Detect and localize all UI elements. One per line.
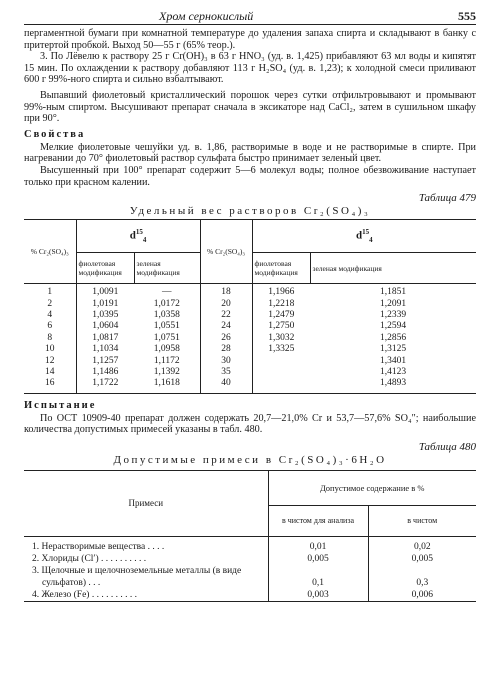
cell-pure-analysis: 0,005 [268, 553, 368, 565]
table-row [24, 536, 476, 553]
cell-pure-analysis: 0,01 [268, 536, 368, 553]
table-480-caption: Таблица 480 [418, 440, 476, 453]
col-header-pure-analysis: в чистом для анализа [268, 505, 368, 536]
testing-paragraph: По ОСТ 10909-40 препарат должен содержать 20,7—21,0% Cr и 53,7—57,6% SO₄″; наибольшие количества допустимых примесей указаны в табл. 480. [24, 412, 476, 436]
cell-violet: 1,2479 [268, 309, 295, 320]
running-header [24, 8, 476, 25]
cell-green: — [134, 284, 200, 299]
table-row [24, 333, 476, 344]
table-row [24, 356, 476, 367]
cell-percent: 6 [24, 321, 76, 332]
cell-percent: 14 [24, 367, 76, 378]
table-row [24, 344, 476, 355]
cell-percent: 12 [24, 356, 76, 367]
col-header-percent-2: % Cr₂(SO₄)₃ [200, 220, 252, 284]
cell-violet: 1,1257 [92, 355, 119, 366]
col-header-density-2: $d^{15}_4$ [252, 220, 476, 253]
cell-percent: 24 [200, 321, 252, 332]
table-480-title: Допустимые примеси в Cr₂(SO₄)₃·6H₂O [113, 453, 387, 466]
properties-paragraph-2: Высушенный при 100° препарат содержит 5—6 молекул воды; полное обезвоживание наступает только при красном калении. [24, 164, 476, 188]
cell-percent: 40 [200, 378, 252, 393]
paragraph-2: 3. По Лёвелю к раствору 25 г Cr(OH)₃ в 63 г HNO₃ (уд. в. 1,425) прибавляют 63 мл воды и кипятят 15 мин. По охлаждении к раствору добавляют 113 г H₂SO₄ (уд. в. 1,23); к холодной смеси приливают 600 г 99%-ного спирта и сильно взбалтывают. [24, 51, 476, 86]
cell-green: 1,3401 [379, 355, 407, 366]
cell-green: 1,3125 [379, 344, 407, 355]
cell-percent: 20 [200, 299, 252, 310]
table-479-caption: Таблица 479 [418, 192, 476, 205]
cell-percent: 28 [200, 344, 252, 355]
col-header-green: зеленая модификация [134, 253, 200, 284]
table-row [24, 565, 476, 589]
cell-violet: 1,0395 [92, 309, 119, 320]
table-row [24, 553, 476, 565]
cell-violet: 1,0604 [92, 321, 119, 332]
cell-green: 1,2856 [379, 332, 407, 343]
cell-pure-analysis: 0,1 [268, 565, 368, 589]
col-header-impurity: Примеси [24, 470, 268, 536]
col-header-density: $d^{15}_4$ [76, 220, 200, 253]
col-header-violet: фиолетовая модификация [76, 253, 134, 284]
cell-green: 1,0172 [134, 299, 200, 310]
table-row [24, 378, 476, 393]
cell-percent: 10 [24, 344, 76, 355]
cell-green: 1,0551 [134, 321, 200, 332]
cell-percent: 30 [200, 356, 252, 367]
table-row [24, 367, 476, 378]
paragraph-1: пергаментной бумаги при комнатной температуре до удаления запаха спирта и складывают в банку с притертой пробкой. Выход 50—55 г (65% теор.). [24, 28, 476, 51]
cell-violet [252, 378, 310, 393]
cell-impurity-name: 3. Щелочные и щелочноземельные металлы (в виде сульфатов) . . . [24, 565, 268, 589]
cell-percent: 4 [24, 310, 76, 321]
cell-violet: 1,1034 [92, 344, 119, 355]
cell-green: 1,0358 [134, 310, 200, 321]
col-header-content: Допустимое содержание в % [268, 470, 476, 505]
table-row [24, 589, 476, 602]
cell-violet: 1,0091 [92, 287, 119, 298]
cell-pure: 0,3 [416, 577, 429, 588]
cell-percent: 22 [200, 310, 252, 321]
cell-violet: 1,2750 [268, 321, 295, 332]
cell-green: 1,1172 [134, 356, 200, 367]
cell-green: 1,1392 [134, 367, 200, 378]
properties-paragraph-1: Мелкие фиолетовые чешуйки уд. в. 1,86, растворимые в воде и не растворимые в спирте. При нагревании до 70° фиолетовый раствор сульфата быстро принимает зеленый цвет. [24, 141, 476, 165]
cell-green: 1,1618 [134, 378, 200, 393]
cell-impurity-name: 1. Нерастворимые вещества . . . . [24, 536, 268, 553]
table-479-title: Удельный вес растворов Cr₂(SO₄)₃ [129, 205, 371, 218]
table-480 [24, 470, 476, 602]
col-header-violet-2: фиолетовая модификация [252, 253, 310, 284]
cell-pure-analysis: 0,003 [268, 589, 368, 602]
cell-violet [252, 367, 310, 378]
cell-impurity-name: 4. Железо (Fe) . . . . . . . . . . [24, 589, 268, 602]
cell-green: 1,2091 [379, 298, 407, 309]
cell-green: 1,4893 [379, 378, 407, 389]
cell-impurity-name: 2. Хлориды (Cl′) . . . . . . . . . . [24, 553, 268, 565]
cell-pure: 0,005 [411, 553, 433, 564]
header-title: Хром сернокислый [159, 9, 254, 23]
col-header-pure: в чистом [368, 505, 476, 536]
table-row [24, 321, 476, 332]
section-heading-testing: Испытание [24, 399, 97, 411]
table-row [24, 299, 476, 310]
cell-violet: 1,0191 [92, 298, 119, 309]
cell-green: 1,2594 [379, 321, 407, 332]
cell-pure: 0,02 [413, 541, 431, 552]
cell-green: 1,4123 [379, 366, 407, 377]
paragraph-3: Выпавший фиолетовый кристаллический порошок через сутки отфильтровывают и промывают 99%-ным спиртом. Высушивают препарат сначала в эксикаторе над CaCl₂, затем в сушильном шкафу при 90°. [24, 89, 476, 125]
cell-violet [252, 356, 310, 367]
cell-percent: 2 [24, 299, 76, 310]
cell-percent: 18 [200, 284, 252, 299]
cell-green: 1,2339 [379, 309, 407, 320]
cell-violet: 1,1966 [268, 287, 295, 298]
cell-violet: 1,1722 [92, 378, 119, 389]
section-heading-properties: Свойства [24, 128, 86, 140]
cell-green: 1,0958 [134, 344, 200, 355]
page-number: 555 [458, 9, 476, 23]
cell-pure: 0,006 [411, 589, 433, 600]
table-row [24, 310, 476, 321]
cell-percent: 1 [24, 284, 76, 299]
table-row [24, 284, 476, 299]
document-page [24, 8, 476, 602]
cell-percent: 35 [200, 367, 252, 378]
col-header-percent: % Cr₂(SO₄)₃ [24, 220, 76, 284]
cell-violet: 1,3325 [268, 344, 295, 355]
col-header-green-2: зеленая модификация [310, 253, 476, 284]
cell-violet: 1,2218 [268, 298, 295, 309]
cell-violet: 1,1486 [92, 366, 119, 377]
cell-percent: 16 [24, 378, 76, 393]
cell-green: 1,1851 [379, 287, 407, 298]
table-479 [24, 219, 476, 394]
cell-percent: 26 [200, 333, 252, 344]
cell-violet: 1,0817 [92, 332, 119, 343]
cell-violet: 1,3032 [268, 332, 295, 343]
cell-percent: 8 [24, 333, 76, 344]
cell-green: 1,0751 [134, 333, 200, 344]
